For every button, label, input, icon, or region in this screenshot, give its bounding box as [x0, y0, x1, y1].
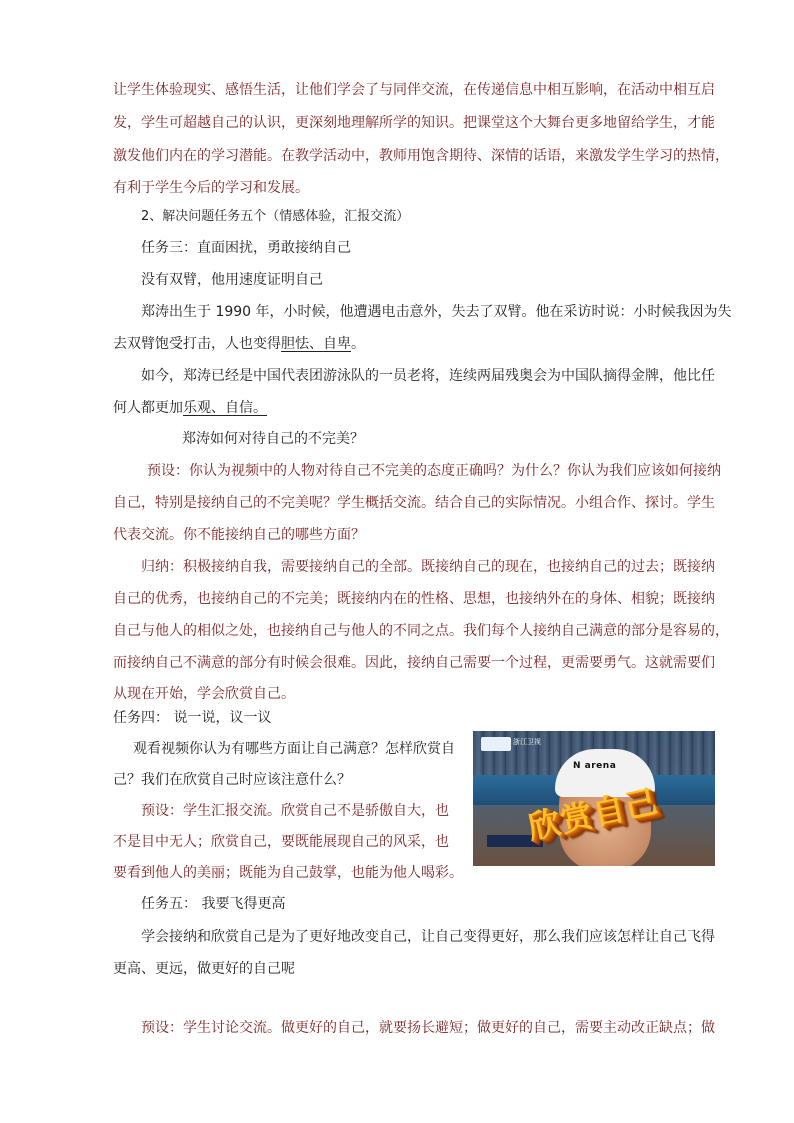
paragraph-line: 激发他们内在的学习潜能。在教学活动中，教师用饱含期待、深情的话语，来激发学生学习的热情， [113, 148, 729, 164]
discussion-question: 郑涛如何对待自己的不完美？ [182, 431, 364, 447]
wordart-title: 欣赏自己 [524, 781, 662, 847]
summary-line: 自己的优秀，也接纳自己的不完美；既接纳内在的性格、思想，也接纳外在的身体、相貌；既接纳 [113, 591, 715, 607]
paragraph-line: 让学生体验现实、感悟生活，让他们学会了与同伴交流，在传递信息中相互影响，在活动中相互启 [113, 82, 715, 98]
summary-line: 从现在开始，学会欣赏自己。 [113, 686, 295, 702]
summary-line: 而接纳自己不满意的部分有时候会很难。因此，接纳自己需要一个过程，更需要勇气。这就需要们 [113, 655, 715, 671]
task5-line: 更高、更远，做更好的自己呢 [113, 961, 295, 977]
section-heading: 2、解决问题任务五个（情感体验，汇报交流） [141, 209, 410, 224]
summary-line: 自己与他人的相似之处，也接纳自己与他人的不同之点。我们每个人接纳自己满意的部分是容易的， [113, 623, 729, 639]
story-line: 如今，郑涛已经是中国代表团游泳队的一员老将，连续两届残奥会为中国队摘得金牌，他比任 [141, 368, 715, 384]
tv-logo [481, 737, 511, 751]
story-text: 。 [351, 336, 365, 352]
preset-line: 代表交流。你不能接纳自己的哪些方面？ [113, 527, 365, 543]
paragraph-line: 发，学生可超越自己的认识，更深刻地理解所学的知识。把课堂这个大舞台更多地留给学生，才能 [113, 115, 715, 131]
story-line: 郑涛出生于 1990 年，小时候，他遭遇电击意外，失去了双臂。他在采访时说：小时候我因为失 [141, 304, 732, 320]
underlined-text: 胆怯、自卑 [281, 336, 351, 352]
preset-line: 自己，特别是接纳自己的不完美呢？学生概括交流。结合自己的实际情况。小组合作、探讨。学生 [113, 495, 715, 511]
story-text: 去双臂饱受打击，人也变得 [113, 336, 281, 352]
task3-title: 任务三：直面困扰，勇敢接纳自己 [141, 240, 351, 256]
task4-line: 观看视频你认为有哪些方面让自己满意？怎样欣赏自 [133, 741, 455, 757]
summary-line: 归纳：积极接纳自我，需要接纳自己的全部。既接纳自己的现在，也接纳自己的过去；既接纳 [141, 559, 715, 575]
paragraph-line: 有利于学生今后的学习和发展。 [113, 180, 309, 196]
story-line [113, 334, 365, 354]
task4-title: 任务四： 说一说，议一议 [113, 710, 272, 726]
preset-line: 预设：你认为视频中的人物对待自己不完美的态度正确吗？为什么？你认为我们应该如何接纳 [147, 463, 721, 479]
story-subtitle: 没有双臂，他用速度证明自己 [141, 272, 323, 288]
story-line [113, 398, 267, 418]
task4-line: 己？我们在欣赏自己时应该注意什么？ [113, 772, 351, 788]
preset-line: 要看到他人的美丽；既能为自己鼓掌，也能为他人喝彩。 [113, 865, 463, 881]
story-text: 何人都更加 [113, 400, 183, 416]
task5-line: 学会接纳和欣赏自己是为了更好地改变自己，让自己变得更好，那么我们应该怎样让自己飞得 [141, 929, 715, 945]
tv-logo-text: 浙江卫视 [513, 738, 541, 746]
preset-line: 预设：学生汇报交流。欣赏自己不是骄傲自大，也 [141, 803, 449, 819]
underlined-text: 乐观、自信。 [183, 400, 267, 416]
task5-title: 任务五： 我要飞得更高 [141, 896, 286, 912]
preset-line: 预设：学生讨论交流。做更好的自己，就要扬长避短；做更好的自己，需要主动改正缺点；做 [141, 1020, 715, 1036]
preset-line: 不是目中无人；欣赏自己，要既能展现自己的风采，也 [113, 834, 449, 850]
swim-cap-text: N arena [573, 761, 617, 771]
